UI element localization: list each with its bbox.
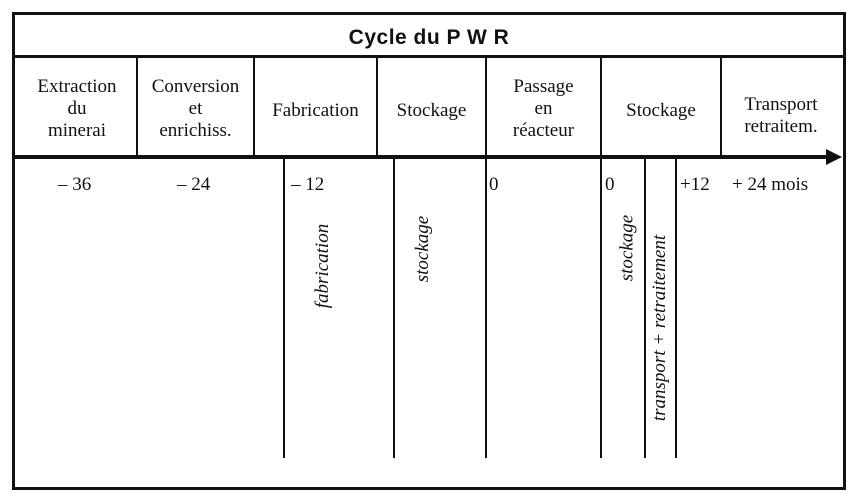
tick-plus-12: +12 bbox=[680, 174, 710, 195]
tick-zero-reactor-end: 0 bbox=[605, 174, 615, 195]
phase-fabrication: Fabrication bbox=[272, 100, 359, 121]
phase-transport: Transport retraitem. bbox=[744, 94, 818, 137]
diagram-title: Cycle du P W R bbox=[348, 26, 510, 49]
lower-divider-fabrication-start bbox=[283, 158, 285, 458]
phase-conversion: Conversion et enrichiss. bbox=[151, 76, 240, 141]
timeline-axis bbox=[12, 155, 830, 159]
tick-plus-24-mois: + 24 mois bbox=[732, 174, 809, 195]
vlabel-stockage-1: stockage bbox=[412, 215, 433, 283]
vlabel-stockage-2: stockage bbox=[616, 214, 638, 282]
lower-divider-reactor-start bbox=[485, 158, 487, 458]
lower-divider-transport-end bbox=[675, 158, 677, 458]
phase-passage-reacteur: Passage en réacteur bbox=[512, 76, 575, 141]
tick-minus-36: – 36 bbox=[58, 174, 92, 195]
tick-zero-reactor-start: 0 bbox=[489, 174, 499, 195]
vlabel-fabrication: fabrication bbox=[312, 223, 333, 309]
phase-stockage-1: Stockage bbox=[396, 100, 467, 121]
lower-divider-transport-start bbox=[644, 158, 646, 458]
tick-minus-12: – 12 bbox=[291, 174, 325, 195]
vlabel-transport-retraitement: transport + retraitement bbox=[649, 234, 670, 422]
lower-divider-reactor-end bbox=[600, 158, 602, 458]
timeline-arrowhead bbox=[826, 149, 842, 165]
lower-divider-stockage-start bbox=[393, 158, 395, 458]
phase-stockage-2: Stockage bbox=[626, 100, 696, 121]
tick-minus-24: – 24 bbox=[177, 174, 211, 195]
phase-extraction: Extraction du minerai bbox=[37, 76, 117, 141]
